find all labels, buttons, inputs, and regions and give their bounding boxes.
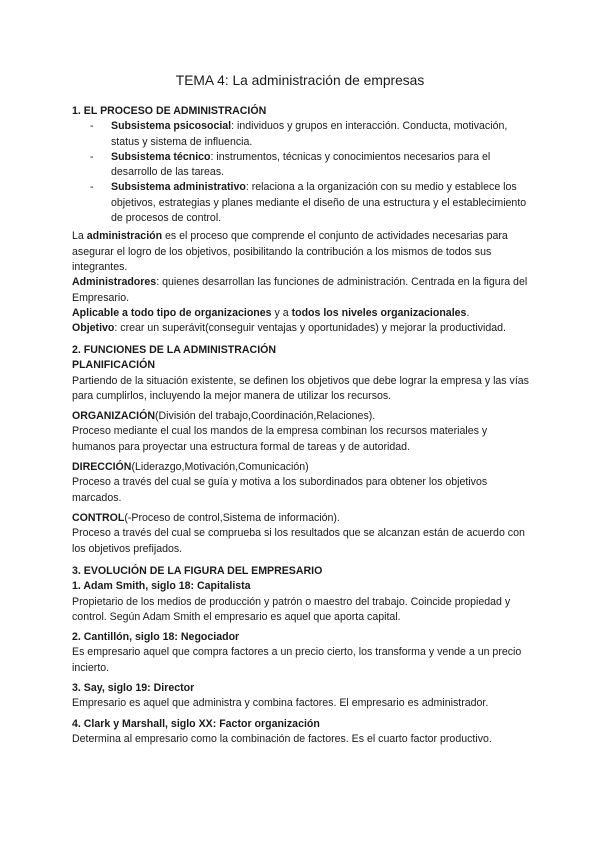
aplicable-paragraph: Aplicable a todo tipo de organizaciones y a todos los niveles organizacionales.: [72, 306, 470, 319]
control-text: Proceso a través del cual se comprueba si los resultados que se alcanzan están de acuerdo con los objetivos prefijados.: [72, 527, 525, 555]
list-item: [72, 150, 530, 181]
bullet-term: Subsistema psicosocial: [111, 120, 232, 133]
bullet-dash: -: [90, 181, 94, 194]
item-text: Propietario de los medios de producción y patrón o maestro del trabajo. Coincide propiedad y control. Según Adam Smith el empresario es aquel que aporta capital.: [72, 595, 511, 623]
section-heading: 3. EVOLUCIÓN DE LA FIGURA DEL EMPRESARIO: [72, 565, 323, 577]
direccion-heading: DIRECCIÓN(Liderazgo,Motivación,Comunicación): [72, 461, 309, 474]
bullet-term: Subsistema técnico: [111, 150, 211, 163]
administradores-paragraph: Administradores: quienes desarrollan las funciones de administración. Centrada en la figura del Empresario.: [72, 276, 528, 304]
bullet-dash: -: [90, 120, 94, 133]
direccion-text: Proceso a través del cual se guía y motiva a los subordinados para obtener los objetivos marcados.: [72, 476, 488, 504]
section-heading: 1. EL PROCESO DE ADMINISTRACIÓN: [72, 105, 267, 117]
section-funciones: [72, 343, 530, 557]
list-item: [72, 180, 530, 226]
item-title: 4. Clark y Marshall, siglo XX: Factor organización: [72, 717, 320, 730]
item-text: Es empresario aquel que compra factores a un precio cierto, los transforma y vende a un precio incierto.: [72, 646, 522, 674]
bullet-text: : relaciona a la organización con su medio y establece los objetivos, estrategias y planes mediante el diseño de una estructura y el establecimiento de procesos de control.: [111, 181, 527, 225]
bullet-term: Subsistema administrativo: [111, 181, 246, 194]
item-text: Empresario es aquel que administra y combina factores. El empresario es administrador.: [72, 697, 489, 710]
item-title: 3. Say, siglo 19: Director: [72, 682, 195, 695]
section-proceso-administracion: [72, 104, 530, 336]
section-heading: 2. FUNCIONES DE LA ADMINISTRACIÓN: [72, 344, 277, 356]
control-heading: CONTROL(-Proceso de control,Sistema de información).: [72, 511, 340, 524]
bullet-text: : instrumentos, técnicas y conocimientos necesarios para el desarrollo de las tareas.: [111, 150, 491, 179]
bullet-text: : individuos y grupos en interacción. Conducta, motivación, status y sistema de influencia.: [111, 120, 508, 148]
item-text: Determina al empresario como la combinación de factores. Es el cuarto factor productivo.: [72, 732, 492, 745]
bullet-dash: -: [90, 150, 94, 163]
document-title: TEMA 4: La administración de empresas: [175, 73, 425, 88]
subsystem-list: [72, 119, 530, 226]
section-evolucion: [72, 564, 530, 747]
item-title: 1. Adam Smith, siglo 18: Capitalista: [72, 580, 251, 593]
definition-paragraph: La administración es el proceso que comprende el conjunto de actividades necesarias para asegurar el logro de los objetivos, posibilitando la contribución a los mismos de todos sus integrantes.: [72, 230, 508, 273]
item-title: 2. Cantillón, siglo 18: Negociador: [72, 631, 240, 644]
planificacion-heading: PLANIFICACIÓN: [72, 359, 155, 372]
planificacion-text: Partiendo de la situación existente, se definen los objetivos que debe lograr la empresa y las vías para cumplirlos, incluyendo la mejor manera de utilizar los recursos.: [72, 374, 529, 402]
organizacion-text: Proceso mediante el cual los mandos de la empresa combinan los recursos materiales y humanos para proyectar una estructura formal de tareas y de autoridad.: [72, 425, 488, 453]
list-item: [72, 119, 530, 150]
organizacion-heading: ORGANIZACIÓN(División del trabajo,Coordinación,Relaciones).: [72, 410, 376, 423]
objetivo-paragraph: Objetivo: crear un superávit(conseguir ventajas y oportunidades) y mejorar la productividad.: [72, 322, 506, 335]
